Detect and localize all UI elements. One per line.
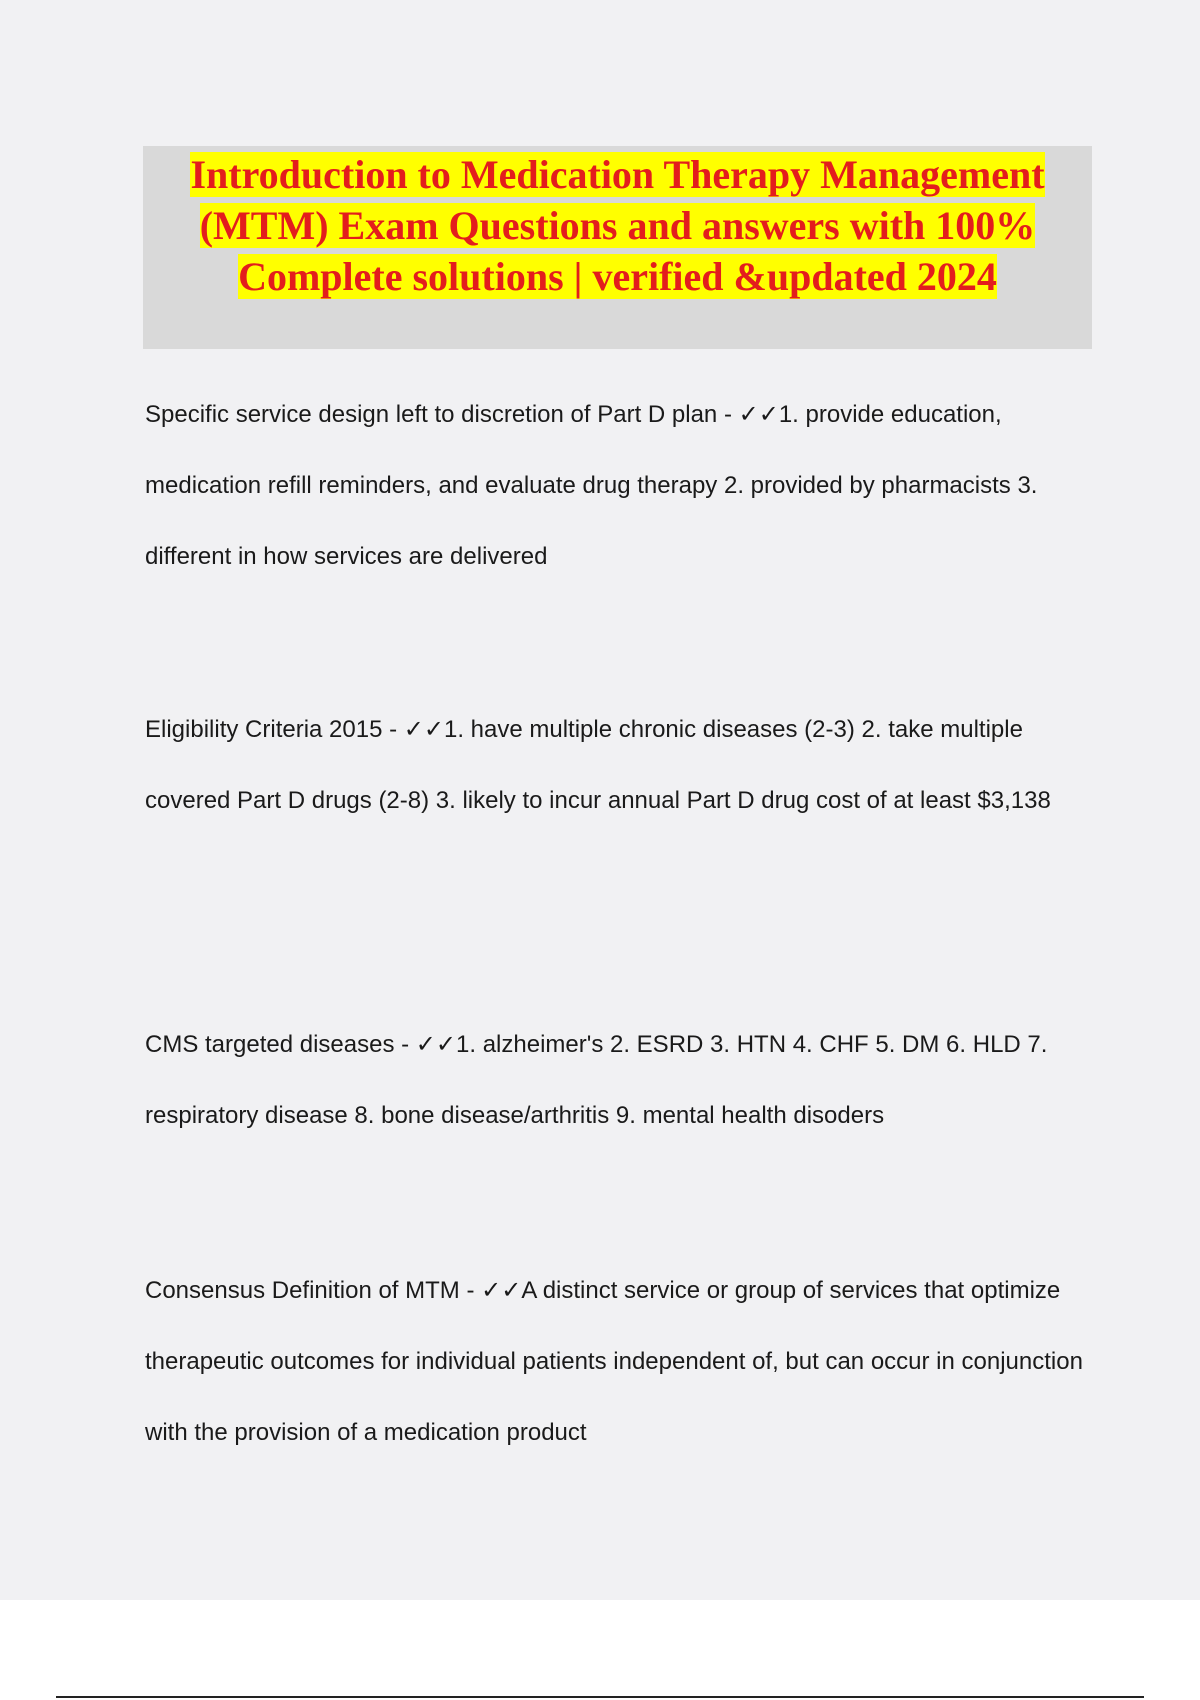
qa-answer: A distinct service or group of services that optimize therapeutic outcomes for individual patients independent of, but can occur in conjunction with the provision of a medication product [145, 1277, 1083, 1446]
document-title-text: Introduction to Medication Therapy Management (MTM) Exam Questions and answers with 100% Complete solutions | verified &updated 2024 [190, 152, 1045, 299]
qa-question: Specific service design left to discretion of Part D plan [145, 401, 718, 428]
qa-entry [145, 694, 1085, 836]
check-marks-icon: - ✓✓ [394, 1031, 457, 1058]
qa-question: CMS targeted diseases [145, 1031, 395, 1058]
qa-entry [145, 379, 1085, 592]
check-marks-icon: - ✓✓ [717, 401, 779, 428]
qa-entry [145, 1255, 1085, 1468]
qa-question: Consensus Definition of MTM [145, 1277, 460, 1304]
qa-answer: 1. alzheimer's 2. ESRD 3. HTN 4. CHF 5. DM 6. HLD 7. respiratory disease 8. bone disease/arthritis 9. mental health disoders [145, 1031, 1048, 1129]
check-marks-icon: - ✓✓ [459, 1277, 522, 1304]
footer-divider [56, 1696, 1144, 1698]
document-title [143, 149, 1092, 302]
qa-answer: 1. have multiple chronic diseases (2-3) 2. take multiple covered Part D drugs (2-8) 3. likely to incur annual Part D drug cost of at least $3,138 [145, 716, 1051, 814]
qa-answer: 1. provide education, medication refill reminders, and evaluate drug therapy 2. provided by pharmacists 3. different in how services are delivered [145, 401, 1038, 570]
qa-entry [145, 1009, 1085, 1151]
check-marks-icon: - ✓✓ [382, 716, 444, 743]
title-banner [143, 146, 1092, 349]
qa-question: Eligibility Criteria 2015 [145, 716, 383, 743]
